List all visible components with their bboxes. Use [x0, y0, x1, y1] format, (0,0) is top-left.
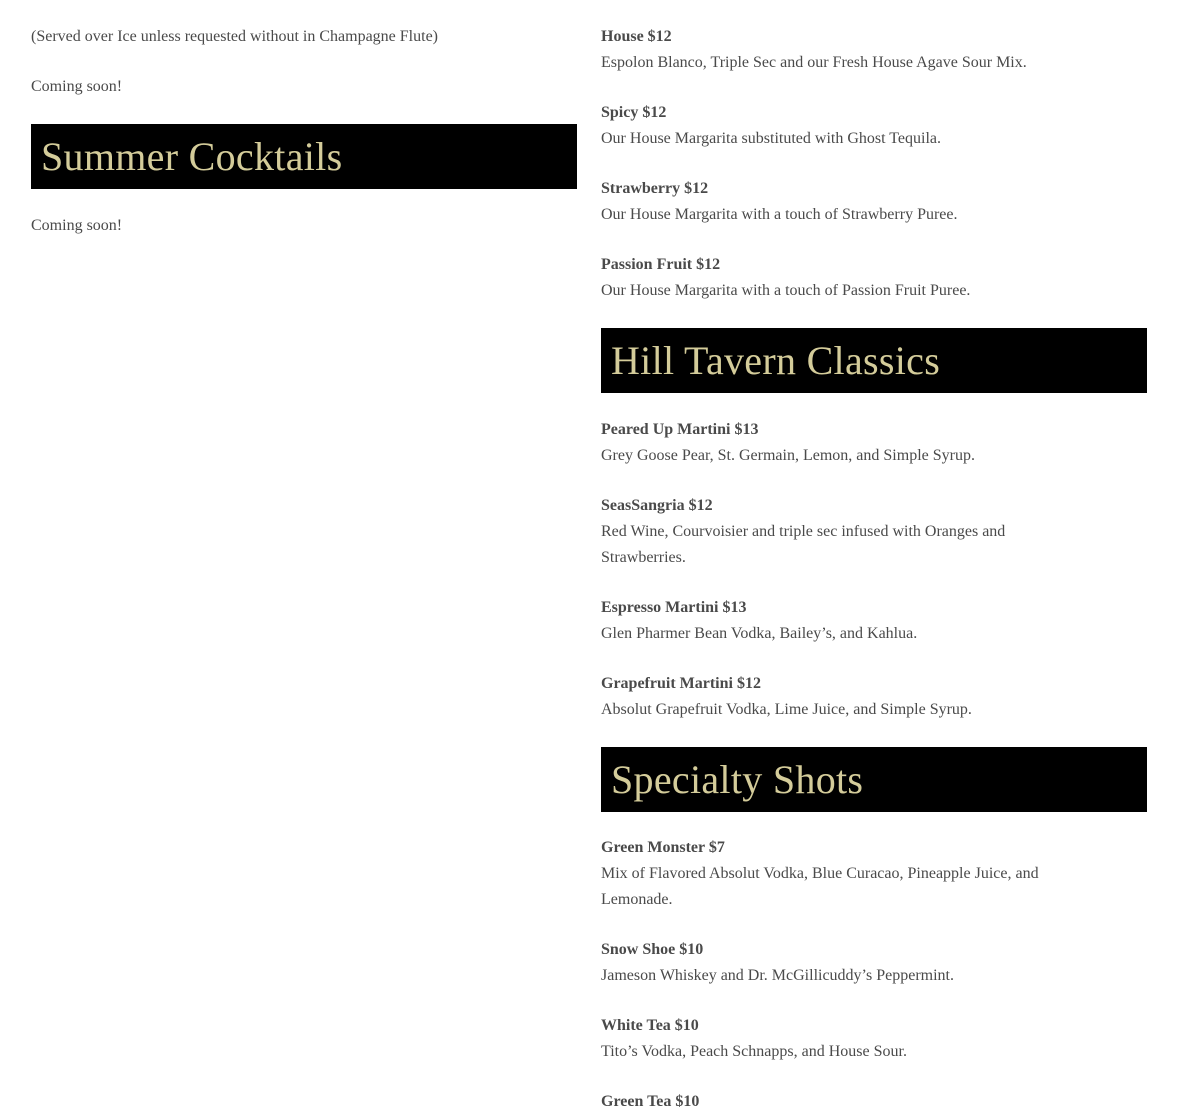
menu-item-description: Grey Goose Pear, St. Germain, Lemon, and Simple Syrup. [601, 447, 975, 464]
hill-tavern-classics-title: Hill Tavern Classics [611, 338, 941, 383]
menu-item-description: Our House Margarita with a touch of Passion Fruit Puree. [601, 282, 971, 299]
summer-cocktails-title: Summer Cocktails [41, 134, 343, 179]
menu-item-description: Tito’s Vodka, Peach Schnapps, and House Sour. [601, 1043, 907, 1060]
menu-item-name: Spicy $12 [601, 104, 667, 121]
menu-item [601, 1089, 1101, 1115]
hill-tavern-classics-banner [601, 328, 1147, 393]
coming-soon-text: Coming soon! [31, 78, 123, 95]
menu-item [601, 24, 1101, 76]
menu-item-description: Jameson Whiskey and Dr. McGillicuddy’s Peppermint. [601, 967, 954, 984]
menu-item-name: Espresso Martini $13 [601, 599, 747, 616]
menu-item-name: Green Monster $7 [601, 839, 725, 856]
coming-soon-text: Coming soon! [31, 217, 123, 234]
menu-item [601, 100, 1101, 152]
menu-item [601, 493, 1071, 571]
menu-item-description: Our House Margarita substituted with Ghost Tequila. [601, 130, 942, 147]
menu-item [601, 835, 1091, 913]
menu-item-description: Red Wine, Courvoisier and triple sec infused with Oranges and Strawberries. [601, 523, 1006, 566]
menu-item [601, 252, 1101, 304]
menu-item-description: Espolon Blanco, Triple Sec and our Fresh House Agave Sour Mix. [601, 54, 1027, 71]
menu-item-name: Strawberry $12 [601, 180, 709, 197]
menu-item-description: Glen Pharmer Bean Vodka, Bailey’s, and Kahlua. [601, 625, 918, 642]
summer-cocktails-banner [31, 124, 577, 189]
specialty-shots-banner [601, 747, 1147, 812]
menu-item-name: SeasSangria $12 [601, 497, 713, 514]
menu-item [601, 671, 1101, 723]
menu-item-name: Snow Shoe $10 [601, 941, 704, 958]
menu-item [601, 417, 1101, 469]
menu-item [601, 937, 1101, 989]
menu-item-name: White Tea $10 [601, 1017, 699, 1034]
menu-item-name: Grapefruit Martini $12 [601, 675, 761, 692]
menu-item [601, 595, 1101, 647]
menu-item [601, 176, 1101, 228]
specialty-shots-title: Specialty Shots [611, 757, 864, 802]
menu-item-description: Absolut Grapefruit Vodka, Lime Juice, and Simple Syrup. [601, 701, 972, 718]
menu-item-description: Mix of Flavored Absolut Vodka, Blue Curacao, Pineapple Juice, and Lemonade. [601, 865, 1039, 908]
menu-item [601, 1013, 1101, 1065]
menu-item-name: Peared Up Martini $13 [601, 421, 759, 438]
menu-item-name: Passion Fruit $12 [601, 256, 721, 273]
menu-item-name: House $12 [601, 28, 672, 45]
menu-item-description: Our House Margarita with a touch of Strawberry Puree. [601, 206, 958, 223]
served-note: (Served over Ice unless requested without in Champagne Flute) [31, 28, 438, 45]
menu-item-name: Green Tea $10 [601, 1093, 700, 1110]
